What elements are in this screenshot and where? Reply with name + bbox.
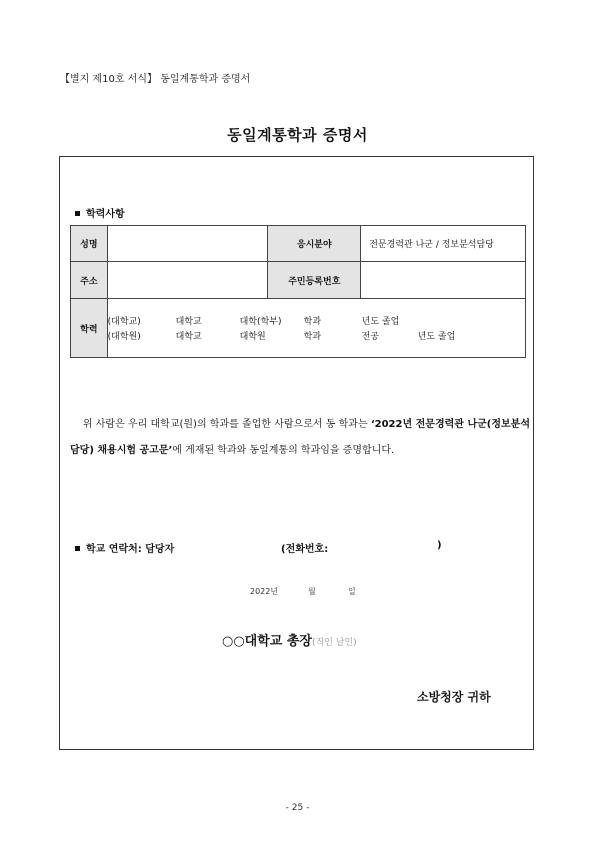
certification-statement [70, 412, 530, 464]
edu-cell: 전공 [361, 332, 380, 342]
field-label: 응시분야 [268, 226, 361, 262]
contact-phone-close: ) [437, 540, 442, 551]
square-bullet-icon [75, 546, 80, 551]
education-row-university [108, 314, 525, 327]
statement-part-2: 에 게재된 학과와 동일계통의 학과임을 증명합니다. [172, 445, 395, 456]
date-month: 월 [308, 587, 316, 596]
name-label: 성명 [71, 226, 108, 262]
form-number-note: 【별지 제10호 서식】 동일계통학과 증명서 [60, 74, 251, 85]
address-label: 주소 [71, 262, 108, 299]
table-row [71, 299, 526, 358]
table-row [71, 262, 526, 299]
education-details [107, 299, 525, 358]
page-number: - 25 - [285, 803, 310, 813]
edu-cell: 대학교 [175, 317, 202, 327]
resident-number-value[interactable] [361, 262, 526, 299]
section-heading-education [75, 205, 125, 220]
date-year: 2022년 [250, 587, 279, 596]
resident-number-label: 주민등록번호 [268, 262, 361, 299]
seal-note: (직인 날인) [312, 638, 357, 648]
table-row [71, 226, 526, 262]
school-contact [75, 540, 525, 555]
name-value[interactable] [107, 226, 268, 262]
issue-date [250, 586, 356, 597]
square-bullet-icon [75, 211, 80, 216]
edu-cell: 년도 졸업 [361, 317, 400, 327]
edu-cell: 학과 [303, 332, 322, 342]
statement-part-1: 위 사람은 우리 대학교(원)의 학과를 졸업한 사람으로서 동 학과는 [82, 419, 371, 430]
section-heading-text: 학력사항 [86, 209, 125, 220]
edu-cell: (대학교) [107, 317, 141, 327]
edu-cell: (대학원) [107, 332, 141, 342]
address-value[interactable] [107, 262, 268, 299]
education-row-graduate [108, 329, 525, 342]
statement-announcement: ‘2022년 전문경력관 나군(정보분석담당) 채용시험 공고문’ [70, 419, 530, 456]
date-day: 일 [348, 587, 356, 596]
education-table [70, 225, 526, 358]
edu-cell: 대학(학부) [239, 317, 282, 327]
edu-cell: 대학교 [175, 332, 202, 342]
edu-cell: 학과 [303, 317, 322, 327]
edu-cell: 년도 졸업 [417, 332, 456, 342]
document-title: 동일계통학과 증명서 [227, 126, 368, 144]
education-label: 학력 [71, 299, 108, 358]
signer-name: ○○대학교 총장 [222, 634, 313, 649]
recipient: 소방청장 귀하 [417, 690, 491, 704]
edu-cell: 대학원 [239, 332, 266, 342]
field-value: 전문경력관 나군 / 정보분석담당 [361, 226, 526, 262]
signer [222, 630, 357, 649]
contact-label: 학교 연락처: 담당자 [86, 544, 175, 555]
contact-phone: (전화번호: [281, 544, 329, 555]
